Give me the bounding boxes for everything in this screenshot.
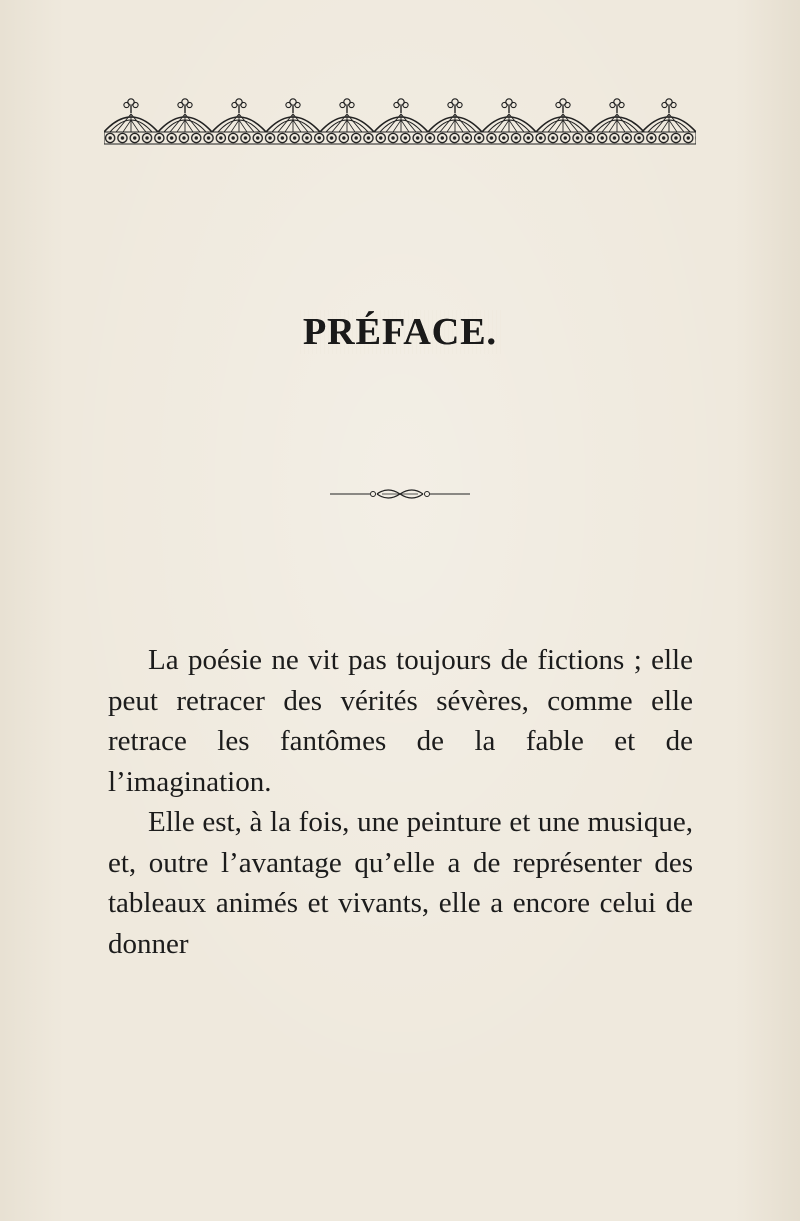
paragraph-1: La poésie ne vit pas toujours de fictions ; elle peut retracer des vérités sévères, comme elle retrace les fantômes de la fable et de l’imagination.	[108, 644, 693, 798]
decorative-header-ornament	[104, 96, 696, 146]
page-title	[0, 310, 800, 354]
show-through-text: ⠀	[708, 168, 730, 200]
preface-body	[108, 640, 693, 964]
title-text: PRÉFACE.	[297, 310, 503, 354]
decorative-divider	[330, 484, 470, 504]
paragraph-2: Elle est, à la fois, une peinture et une musique, et, outre l’avantage qu’elle a de représenter des tableaux animés et vivants, elle a encore celui de donner	[108, 806, 693, 960]
